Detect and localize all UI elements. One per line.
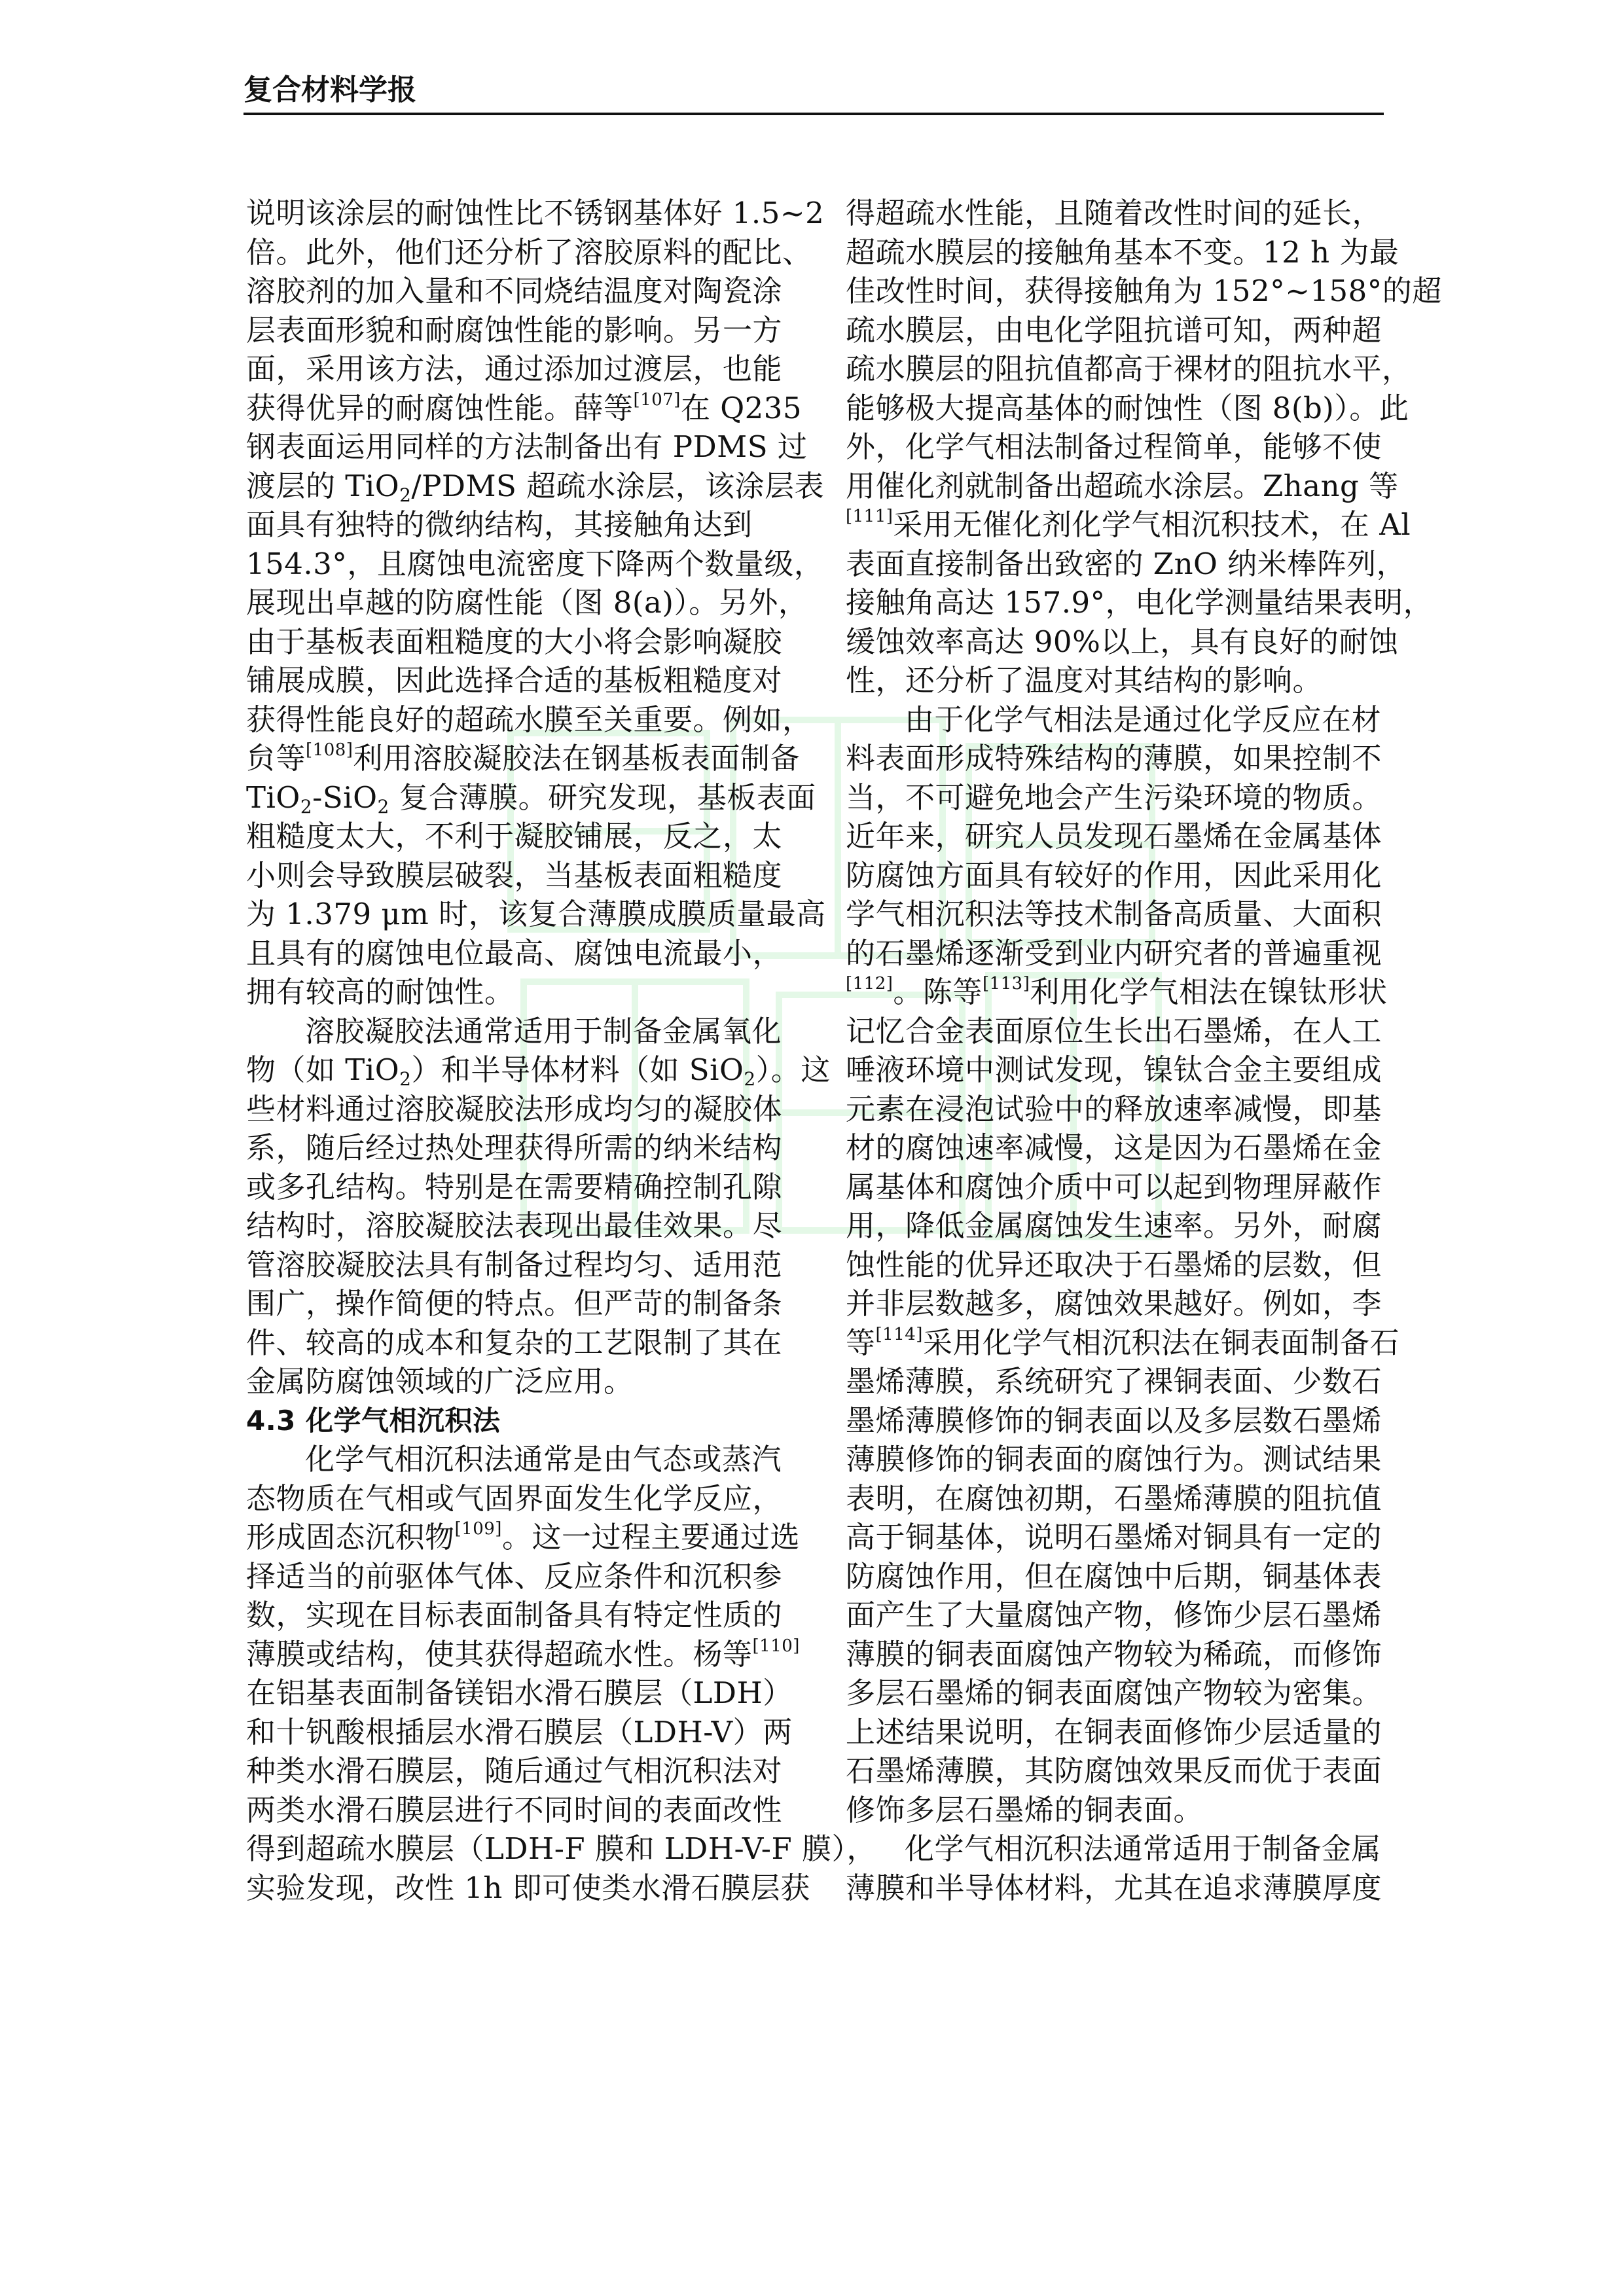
text-span: 用催化剂就制备出超疏水涂层。Zhang 等 <box>846 468 1399 503</box>
text-span: 说明该涂层的耐蚀性比不锈钢基体好 1.5~2 <box>246 196 825 230</box>
text-line <box>846 467 1399 506</box>
text-line <box>846 272 1442 311</box>
text-line <box>246 622 784 662</box>
text-span: 。陈等 <box>893 975 983 1009</box>
text-line <box>246 272 784 311</box>
text-span: 化学气相沉积法通常是由气态或蒸汽 <box>305 1442 782 1477</box>
text-line <box>246 1869 810 1908</box>
text-line <box>846 194 1384 233</box>
text-span: 溶胶凝胶法通常适用于制备金属氧化 <box>305 1013 782 1049</box>
text-span: 态物质在气相或气固界面发生化学反应， <box>246 1480 783 1516</box>
subscript: 2 <box>300 795 313 817</box>
text-span: 由于化学气相法是通过化学反应在材 <box>905 702 1382 737</box>
text-span: 拥有较高的耐蚀性。 <box>246 975 514 1009</box>
text-span: 采用无催化剂化学气相沉积技术，在 Al <box>893 507 1411 542</box>
text-line <box>246 1440 784 1479</box>
text-line <box>246 778 816 817</box>
text-line <box>246 700 812 740</box>
text-line <box>846 856 1384 895</box>
text-span: 并非层数越多，腐蚀效果越好。例如，李 <box>846 1286 1382 1321</box>
text-line <box>246 1557 784 1596</box>
text-line <box>246 856 784 895</box>
text-line <box>246 1206 784 1246</box>
text-line <box>846 1869 1384 1908</box>
text-span: 墨烯薄膜，系统研究了裸铜表面、少数石 <box>846 1364 1382 1399</box>
text-span: 溶胶剂的加入量和不同烧结温度对陶瓷涂 <box>246 274 783 308</box>
text-span: 元素在浸泡试验中的释放速率减慢，即基 <box>846 1091 1382 1126</box>
text-span: 些材料通过溶胶凝胶法形成均匀的凝胶体 <box>246 1091 783 1126</box>
citation-ref: [108] <box>306 740 353 760</box>
text-line <box>246 1128 784 1168</box>
text-span: 外，化学气相法制备过程简单，能够不使 <box>846 429 1382 464</box>
text-line <box>246 1635 800 1674</box>
text-line <box>846 1635 1384 1674</box>
text-span: 在 Q235 <box>680 390 803 425</box>
text-line <box>246 973 784 1012</box>
text-line <box>246 661 784 700</box>
text-line <box>246 934 784 973</box>
text-line <box>246 1168 784 1207</box>
text-span: 唾液环境中测试发现，镍钛合金主要组成 <box>846 1052 1382 1087</box>
text-span: TiO <box>246 780 300 815</box>
page-header <box>244 71 1384 115</box>
text-span: 上述结果说明，在铜表面修饰少层适量的 <box>846 1714 1382 1749</box>
text-line <box>846 778 1384 817</box>
text-span: 粗糙度太大，不利于凝胶铺展，反之，太 <box>246 819 783 853</box>
text-line <box>846 895 1384 934</box>
text-span: 面产生了大量腐蚀产物，修饰少层石墨烯 <box>846 1598 1382 1632</box>
text-span: 物（如 TiO <box>246 1052 400 1087</box>
text-span: 疏水膜层，由电化学阻抗谱可知，两种超 <box>846 312 1382 348</box>
text-span: 获得优异的耐腐蚀性能。薛等 <box>246 390 634 425</box>
text-line <box>846 1596 1384 1635</box>
text-line <box>246 505 784 545</box>
text-line <box>846 545 1407 584</box>
text-line <box>246 233 812 272</box>
text-span: 防腐蚀作用，但在腐蚀中后期，铜基体表 <box>846 1558 1382 1594</box>
text-line <box>846 427 1384 467</box>
text-span: 利用溶胶凝胶法在钢基板表面制备 <box>353 741 800 776</box>
text-span: 防腐蚀方面具有较好的作用，因此采用化 <box>846 857 1382 893</box>
text-span: 4.3 化学气相沉积法 <box>246 1404 501 1437</box>
citation-ref: [107] <box>633 389 681 410</box>
text-line <box>846 233 1399 272</box>
text-span: 围广，操作简便的特点。但严苛的制备条 <box>246 1286 783 1321</box>
text-line <box>246 1284 784 1323</box>
text-span: 得到超疏水膜层（LDH-F 膜和 LDH-V-F 膜）， <box>246 1831 876 1866</box>
text-line <box>846 389 1409 428</box>
text-line <box>846 622 1399 662</box>
text-span: 表面直接制备出致密的 ZnO 纳米棒阵列， <box>846 546 1407 581</box>
text-span: 当，不可避免地会产生污染环境的物质。 <box>846 780 1382 815</box>
text-line <box>846 583 1434 622</box>
text-span: 结构时，溶胶凝胶法表现出最佳效果。尽 <box>246 1208 783 1243</box>
text-line <box>246 311 784 350</box>
text-span: 和十钒酸根插层水滑石膜层（LDH-V）两 <box>246 1714 793 1749</box>
text-line <box>246 1751 784 1791</box>
text-span: 展现出卓越的防腐性能（图 8(a)）。另外， <box>246 585 808 620</box>
text-line <box>246 739 800 778</box>
text-span: 属基体和腐蚀介质中可以起到物理屏蔽作 <box>846 1169 1382 1204</box>
subscript: 2 <box>399 1068 412 1090</box>
text-line <box>246 467 825 506</box>
text-line <box>846 1206 1384 1246</box>
text-span: 表明，在腐蚀初期，石墨烯薄膜的阻抗值 <box>846 1480 1382 1516</box>
text-span: 154.3°，且腐蚀电流密度下降两个数量级， <box>246 546 824 581</box>
text-span: 用，降低金属腐蚀发生速率。另外，耐腐 <box>846 1208 1382 1243</box>
text-span: 层表面形貌和耐腐蚀性能的影响。另一方 <box>246 312 783 348</box>
text-line <box>846 505 1411 545</box>
text-span: 铺展成膜，因此选择合适的基板粗糙度对 <box>246 663 783 698</box>
text-span: 择适当的前驱体气体、反应条件和沉积参 <box>246 1558 783 1594</box>
subscript: 2 <box>744 1068 756 1090</box>
text-span: 面具有独特的微纳结构，其接触角达到 <box>246 507 753 542</box>
text-span: 贠等 <box>246 741 306 776</box>
subscript: 2 <box>399 484 412 506</box>
text-span: 化学气相沉积法通常适用于制备金属 <box>905 1831 1382 1866</box>
text-line <box>246 1362 784 1401</box>
text-span: 缓蚀效率高达 90%以上，具有良好的耐蚀 <box>846 624 1399 659</box>
text-span: 的石墨烯逐渐受到业内研究者的普遍重视 <box>846 935 1382 971</box>
text-span: 学气相沉积法等技术制备高质量、大面积 <box>846 897 1382 931</box>
text-line <box>246 350 784 389</box>
text-span: 疏水膜层的阻抗值都高于裸材的阻抗水平， <box>846 351 1412 386</box>
text-span: 获得性能良好的超疏水膜至关重要。例如， <box>246 702 812 737</box>
text-span: 石墨烯薄膜，其防腐蚀效果反而优于表面 <box>846 1753 1382 1788</box>
text-line <box>846 1323 1399 1363</box>
text-span: 或多孔结构。特别是在需要精确控制孔隙 <box>246 1169 783 1204</box>
text-span: 等 <box>846 1325 876 1360</box>
journal-title: 复合材料学报 <box>244 73 416 107</box>
text-span: 薄膜或结构，使其获得超疏水性。杨等 <box>246 1636 753 1672</box>
text-span: /PDMS 超疏水涂层，该涂层表 <box>411 468 825 503</box>
section-heading <box>246 1401 784 1441</box>
text-span: 实验发现，改性 1h 即可使类水滑石膜层获 <box>246 1870 810 1905</box>
text-span: 种类水滑石膜层，随后通过气相沉积法对 <box>246 1753 783 1788</box>
text-span: 高于铜基体，说明石墨烯对铜具有一定的 <box>846 1520 1382 1554</box>
text-span: 采用化学气相沉积法在铜表面制备石 <box>922 1325 1399 1360</box>
text-line <box>846 1440 1384 1479</box>
text-line <box>246 1246 784 1285</box>
text-span: 。这一过程主要通过选 <box>501 1520 800 1554</box>
text-line <box>846 1050 1384 1090</box>
text-span: 管溶胶凝胶法具有制备过程均匀、适用范 <box>246 1247 783 1282</box>
text-span: 记忆合金表面原位生长出石墨烯，在人工 <box>846 1013 1382 1049</box>
text-span: 薄膜的铜表面腐蚀产物较为稀疏，而修饰 <box>846 1636 1382 1672</box>
citation-ref: [112] <box>846 974 893 994</box>
text-line <box>846 1674 1384 1713</box>
text-line <box>246 1829 876 1869</box>
text-span: -SiO <box>312 780 378 815</box>
text-span: 由于基板表面粗糙度的大小将会影响凝胶 <box>246 624 783 659</box>
text-span: 材的腐蚀速率减慢，这是因为石墨烯在金 <box>846 1130 1382 1165</box>
text-span: 面，采用该方法，通过添加过渡层，也能 <box>246 351 783 386</box>
text-span: 近年来，研究人员发现石墨烯在金属基体 <box>846 819 1382 853</box>
text-span: 薄膜修饰的铜表面的腐蚀行为。测试结果 <box>846 1442 1382 1477</box>
text-line <box>246 1323 784 1363</box>
text-span: 倍。此外，他们还分析了溶胶原料的配比、 <box>246 234 812 270</box>
text-span: 薄膜和半导体材料，尤其在追求薄膜厚度 <box>846 1870 1382 1905</box>
text-span: 佳改性时间，获得接触角为 152°~158°的超 <box>846 274 1442 308</box>
text-line <box>846 1128 1384 1168</box>
text-span: 钢表面运用同样的方法制备出有 PDMS 过 <box>246 429 808 464</box>
text-line <box>246 194 825 233</box>
text-line <box>846 1518 1384 1557</box>
text-span: 数，实现在目标表面制备具有特定性质的 <box>246 1598 783 1632</box>
text-line <box>246 583 808 622</box>
text-span: 得超疏水性能，且随着改性时间的延长， <box>846 196 1382 230</box>
text-line <box>846 1362 1384 1401</box>
text-span: 系，随后经过热处理获得所需的纳米结构 <box>246 1130 783 1165</box>
text-line <box>846 1168 1384 1207</box>
citation-ref: [113] <box>982 974 1030 994</box>
text-span: 复合薄膜。研究发现，基板表面 <box>389 780 816 815</box>
text-span: 多层石墨烯的铜表面腐蚀产物较为密集。 <box>846 1676 1382 1710</box>
text-line <box>246 895 826 934</box>
citation-ref: [109] <box>454 1519 502 1539</box>
text-line <box>846 739 1384 778</box>
text-line <box>846 1479 1384 1518</box>
text-line <box>846 973 1388 1012</box>
right-column <box>846 194 1442 1907</box>
text-line <box>846 311 1384 350</box>
text-span: 为 1.379 μm 时，该复合薄膜成膜质量最高 <box>246 897 826 931</box>
text-line <box>846 1012 1384 1051</box>
text-line <box>246 1012 784 1051</box>
text-line <box>846 1284 1384 1323</box>
text-line <box>246 427 808 467</box>
text-line <box>846 1751 1384 1791</box>
text-line <box>846 1791 1384 1830</box>
text-line <box>846 1557 1384 1596</box>
text-span: 墨烯薄膜修饰的铜表面以及多层数石墨烯 <box>846 1403 1382 1438</box>
text-line <box>846 934 1384 973</box>
text-span: 在铝基表面制备镁铝水滑石膜层（LDH） <box>246 1676 793 1710</box>
text-line <box>246 1713 793 1752</box>
text-span: 金属防腐蚀领域的广泛应用。 <box>246 1364 634 1399</box>
text-span: ）和半导体材料（如 SiO <box>411 1052 744 1087</box>
text-line <box>246 1518 800 1557</box>
subscript: 2 <box>377 795 389 817</box>
text-span: 形成固态沉积物 <box>246 1520 455 1554</box>
citation-ref: [110] <box>752 1636 800 1656</box>
text-line <box>846 1829 1384 1869</box>
text-span: 小则会导致膜层破裂，当基板表面粗糙度 <box>246 857 783 893</box>
text-span: 超疏水膜层的接触角基本不变。12 h 为最 <box>846 234 1399 270</box>
text-line <box>846 700 1384 740</box>
text-line <box>846 1713 1384 1752</box>
text-span: 件、较高的成本和复杂的工艺限制了其在 <box>246 1325 783 1360</box>
text-line <box>246 1090 784 1129</box>
text-span: 修饰多层石墨烯的铜表面。 <box>846 1792 1204 1827</box>
text-line <box>246 545 824 584</box>
text-line <box>846 661 1384 700</box>
text-line <box>846 817 1384 856</box>
text-line <box>846 1246 1384 1285</box>
text-span: ）。这 <box>755 1052 831 1087</box>
citation-ref: [114] <box>875 1324 923 1344</box>
text-line <box>246 389 803 428</box>
text-line <box>246 1791 784 1830</box>
text-line <box>246 1674 793 1713</box>
citation-ref: [111] <box>846 507 893 526</box>
text-line <box>846 1090 1384 1129</box>
text-span: 利用化学气相法在镍钛形状 <box>1030 975 1388 1009</box>
text-span: 渡层的 TiO <box>246 468 400 503</box>
text-line <box>246 1050 831 1090</box>
text-span: 接触角高达 157.9°，电化学测量结果表明， <box>846 585 1434 620</box>
text-span: 两类水滑石膜层进行不同时间的表面改性 <box>246 1792 783 1827</box>
text-span: 且具有的腐蚀电位最高、腐蚀电流最小， <box>246 935 783 971</box>
text-span: 蚀性能的优异还取决于石墨烯的层数，但 <box>846 1247 1382 1282</box>
text-line <box>246 1479 784 1518</box>
text-line <box>246 817 784 856</box>
text-line <box>246 1596 784 1635</box>
text-line <box>846 350 1412 389</box>
text-span: 性，还分析了温度对其结构的影响。 <box>846 663 1323 698</box>
header-rule <box>244 113 1384 115</box>
text-span: 料表面形成特殊结构的薄膜，如果控制不 <box>846 741 1382 776</box>
text-span: 能够极大提高基体的耐蚀性（图 8(b)）。此 <box>846 390 1409 425</box>
text-line <box>846 1401 1384 1441</box>
